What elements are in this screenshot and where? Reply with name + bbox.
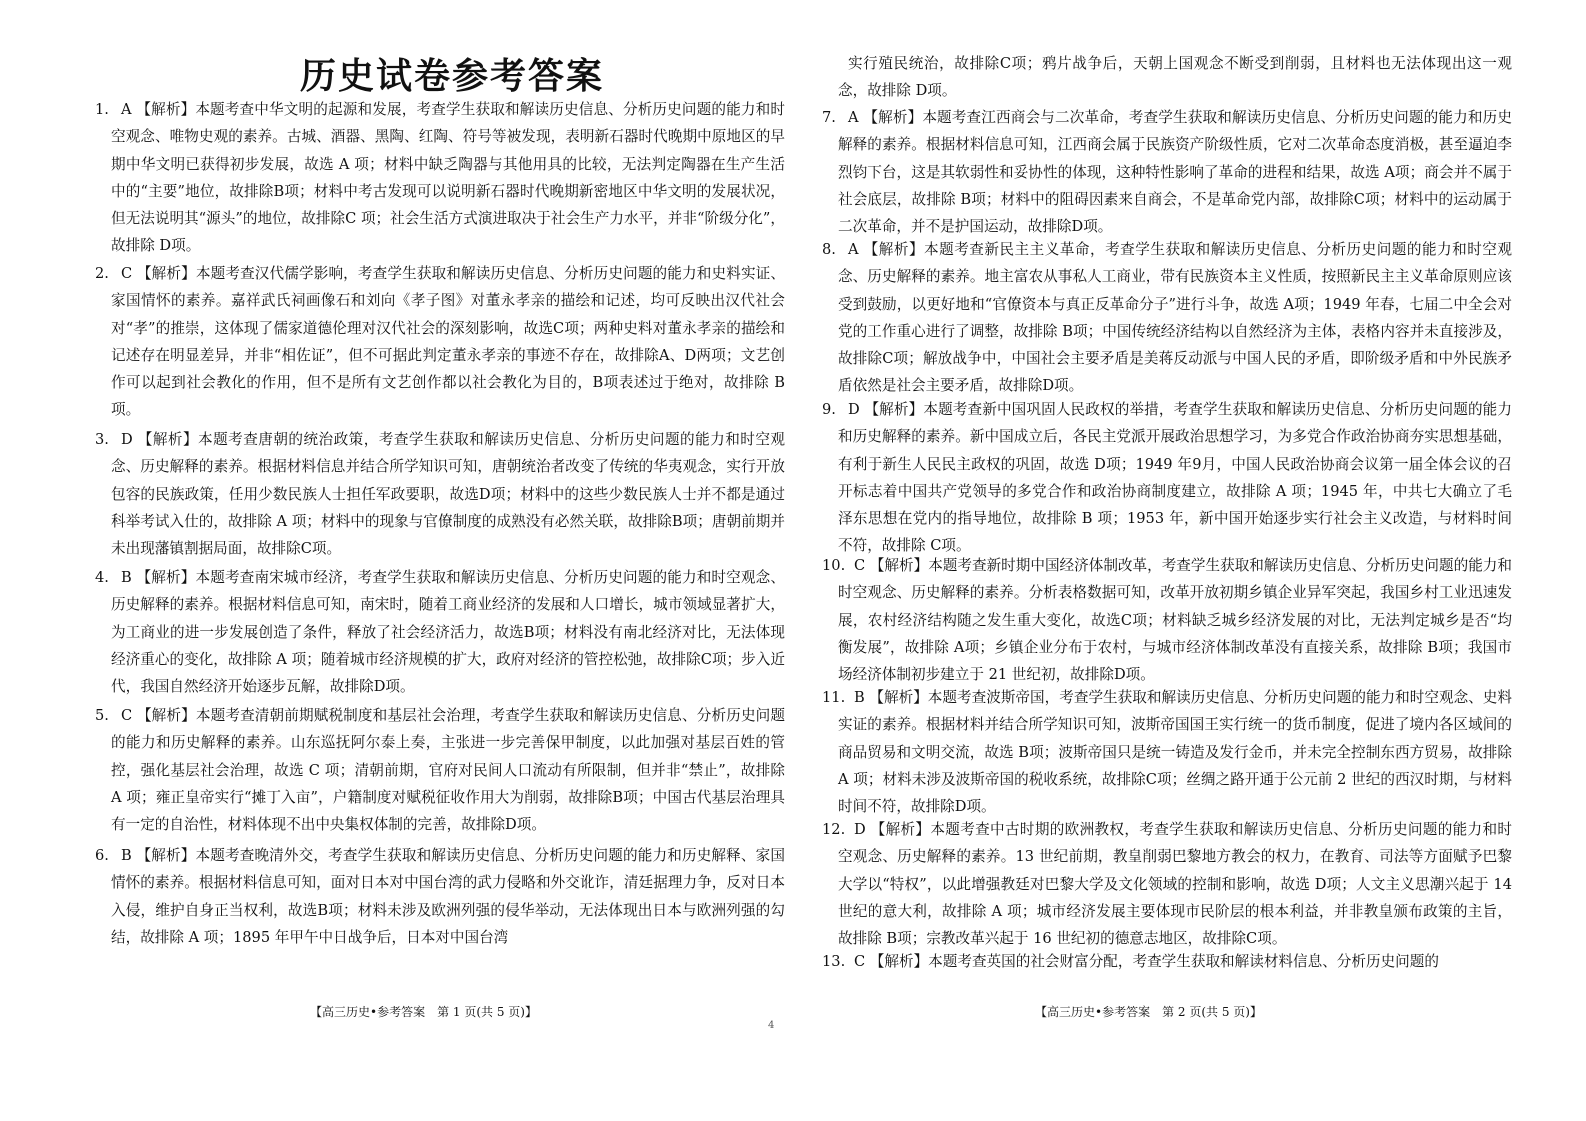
answer-number: 7. [822, 109, 836, 126]
answer-number: 8. [822, 241, 836, 258]
answer-text: B 【解析】本题考查波斯帝国，考查学生获取和解读历史信息、分析历史问题的能力和时空观念、史料实证的素养。根据材料并结合所学知识可知，波斯帝国国王实行统一的货币制度，促进了境内各区域间的商品贸易和文明交流，故选 B项；波斯帝国只是统一铸造及发行金币，并未完全控制东西方贸易，故排除 A 项；材料未涉及波斯帝国的税收系统，故排除C项；丝绸之路开通于公元前 2 世纪的西汉时期，与材料时间不符，故排除D项。 [838, 689, 1512, 816]
answer-text: B 【解析】本题考查南宋城市经济，考查学生获取和解读历史信息、分析历史问题的能力和时空观念、历史解释的素养。根据材料信息可知，南宋时，随着工商业经济的发展和人口增长，城市领域显著扩大，为工商业的进一步发展创造了条件，释放了社会经济活力，故选B项；材料没有南北经济对比，无法体现经济重心的变化，故排除 A 项；随着城市经济规模的扩大，政府对经济的管控松弛，故排除C项；步入近代，我国自然经济开始逐步瓦解，故排除D项。 [111, 569, 785, 696]
answer-number: 2. [95, 265, 109, 282]
page-title: 历史试卷参考答案 [300, 55, 605, 97]
answer-3 [95, 426, 785, 562]
answer-text: C 【解析】本题考查清朝前期赋税制度和基层社会治理，考查学生获取和解读历史信息、分析历史问题的能力和历史解释的素养。山东巡抚阿尔泰上奏，主张进一步完善保甲制度，以此加强对基层百姓的管控，强化基层社会治理，故选 C 项；清朝前期，官府对民间人口流动有所限制，但并非“禁止”，故排除 A 项；雍正皇帝实行“摊丁入亩”，户籍制度对赋税征收作用大为削弱，故排除B项；中国古代基层治理具有一定的自治性，材料体现不出中央集权体制的完善，故排除D项。 [111, 707, 785, 834]
answer-2 [95, 260, 785, 424]
answer-number: 10. [822, 557, 846, 574]
answer-6 [95, 842, 785, 951]
answer-5 [95, 702, 785, 838]
answer-number: 3. [95, 431, 109, 448]
answer-text: A 【解析】本题考查新民主主义革命，考查学生获取和解读历史信息、分析历史问题的能力和时空观念、历史解释的素养。地主富农从事私人工商业，带有民族资本主义性质，按照新民主主义革命原则应该受到鼓励，以更好地和“官僚资本与真正反革命分子”进行斗争，故选 A项；1949 年春，七届二中全会对党的工作重心进行了调整，故排除 B项；中国传统经济结构以自然经济为主体，表格内容并未直接涉及，故排除C项；解放战争中，中国社会主要矛盾是美蒋反动派与中国人民的矛盾，即阶级矛盾和中外民族矛盾依然是社会主要矛盾，故排除D项。 [838, 241, 1512, 395]
answer-8 [822, 236, 1512, 400]
answer-text: C 【解析】本题考查新时期中国经济体制改革，考查学生获取和解读历史信息、分析历史问题的能力和时空观念、历史解释的素养。分析表格数据可知，改革开放初期乡镇企业异军突起，我国乡村工业迅速发展，农村经济结构随之发生重大变化，故选C项；材料缺乏城乡经济发展的对比，无法判定城乡是否“均衡发展”，故排除 A项；乡镇企业分布于农村，与城市经济体制改革没有直接关系，故排除 B项；我国市场经济体制初步建立于 21 世纪初，故排除D项。 [838, 557, 1512, 684]
page-footer-left: 【高三历史•参考答案 第 1 页(共 5 页)】 [310, 1005, 537, 1019]
answer-4 [95, 564, 785, 700]
answer-9 [822, 396, 1512, 560]
answer-10 [822, 552, 1512, 688]
answer-text: B 【解析】本题考查晚清外交，考查学生获取和解读历史信息、分析历史问题的能力和历史解释、家国情怀的素养。根据材料信息可知，面对日本对中国台湾的武力侵略和外交讹诈，清廷据理力争，反对日本入侵，维护自身正当权利，故选B项；材料未涉及欧洲列强的侵华举动，无法体现出日本与欧洲列强的勾结，故排除 A 项；1895 年甲午中日战争后，日本对中国台湾 [111, 847, 785, 946]
answer-text: 实行殖民统治，故排除C项；鸦片战争后，天朝上国观念不断受到削弱，且材料也无法体现出这一观念，故排除 D项。 [838, 55, 1512, 100]
answer-number: 12. [822, 821, 846, 838]
answer-text: A 【解析】本题考查中华文明的起源和发展，考查学生获取和解读历史信息、分析历史问题的能力和时空观念、唯物史观的素养。古城、酒器、黑陶、红陶、符号等被发现，表明新石器时代晚期中原地区的早期中华文明已获得初步发展，故选 A 项；材料中缺乏陶器与其他用具的比较，无法判定陶器在生产生活中的“主要”地位，故排除B项；材料中考古发现可以说明新石器时代晚期新密地区中华文明的发展状况，但无法说明其“源头”的地位，故排除C 项；社会生活方式演进取决于社会生产力水平，并非“阶级分化”，故排除 D项。 [111, 101, 785, 255]
answer-12 [822, 816, 1512, 952]
answer-number: 13. [822, 953, 846, 970]
answer-number: 5. [95, 707, 109, 724]
answer-text: C 【解析】本题考查英国的社会财富分配，考查学生获取和解读材料信息、分析历史问题的 [854, 953, 1439, 970]
answer-11 [822, 684, 1512, 820]
answer-number: 11. [822, 689, 846, 706]
page-footer-right: 【高三历史•参考答案 第 2 页(共 5 页)】 [1035, 1005, 1262, 1019]
answer-7 [822, 104, 1512, 240]
page-mark: 4 [768, 1020, 775, 1031]
answer-6-continued [822, 50, 1512, 105]
answer-1 [95, 96, 785, 260]
answer-text: D 【解析】本题考查唐朝的统治政策，考查学生获取和解读历史信息、分析历史问题的能力和时空观念、历史解释的素养。根据材料信息并结合所学知识可知，唐朝统治者改变了传统的华夷观念，实行开放包容的民族政策，任用少数民族人士担任军政要职，故选D项；材料中的这些少数民族人士并不都是通过科举考试入仕的，故排除 A 项；材料中的现象与官僚制度的成熟没有必然关联，故排除B项；唐朝前期并未出现藩镇割据局面，故排除C项。 [111, 431, 785, 558]
answer-number: 4. [95, 569, 109, 586]
answer-text: D 【解析】本题考查新中国巩固人民政权的举措，考查学生获取和解读历史信息、分析历史问题的能力和历史解释的素养。新中国成立后，各民主党派开展政治思想学习，为多党合作政治协商夯实思想基础，有利于新生人民民主政权的巩固，故选 D项；1949 年9月，中国人民政治协商会议第一届全体会议的召开标志着中国共产党领导的多党合作和政治协商制度建立，故排除 A 项；1945 年，中共七大确立了毛泽东思想在党内的指导地位，故排除 B 项；1953 年，新中国开始逐步实行社会主义改造，与材料时间不符，故排除 C项。 [838, 401, 1512, 555]
answer-number: 9. [822, 401, 836, 418]
answer-text: C 【解析】本题考查汉代儒学影响，考查学生获取和解读历史信息、分析历史问题的能力和史料实证、家国情怀的素养。嘉祥武氏祠画像石和刘向《孝子图》对董永孝亲的描绘和记述，均可反映出汉代社会对“孝”的推崇，这体现了儒家道德伦理对汉代社会的深刻影响，故选C项；两种史料对董永孝亲的描绘和记述存在明显差异，并非“相佐证”，但不可据此判定董永孝亲的事迹不存在，故排除A、D两项；文艺创作可以起到社会教化的作用，但不是所有文艺创作都以社会教化为目的，B项表述过于绝对，故排除 B项。 [111, 265, 785, 419]
answer-number: 1. [95, 101, 109, 118]
answer-text: A 【解析】本题考查江西商会与二次革命，考查学生获取和解读历史信息、分析历史问题的能力和历史解释的素养。根据材料信息可知，江西商会属于民族资产阶级性质，它对二次革命态度消极，甚至逼迫李烈钧下台，这是其软弱性和妥协性的体现，这种特性影响了革命的进程和结果，故选 A项；商会并不属于社会底层，故排除 B项；材料中的阻碍因素来自商会，不是革命党内部，故排除C项；材料中的运动属于二次革命，并不是护国运动，故排除D项。 [838, 109, 1512, 236]
answer-text: D 【解析】本题考查中古时期的欧洲教权，考查学生获取和解读历史信息、分析历史问题的能力和时空观念、历史解释的素养。13 世纪前期，教皇削弱巴黎地方教会的权力，在教育、司法等方面赋予巴黎大学以“特权”，以此增强教廷对巴黎大学及文化领域的控制和影响，故选 D项；人文主义思潮兴起于 14世纪的意大利，故排除 A 项；城市经济发展主要体现市民阶层的根本利益，并非教皇颁布政策的主旨，故排除 B项；宗教改革兴起于 16 世纪初的德意志地区，故排除C项。 [838, 821, 1512, 948]
answer-13 [822, 948, 1512, 975]
answer-number: 6. [95, 847, 109, 864]
